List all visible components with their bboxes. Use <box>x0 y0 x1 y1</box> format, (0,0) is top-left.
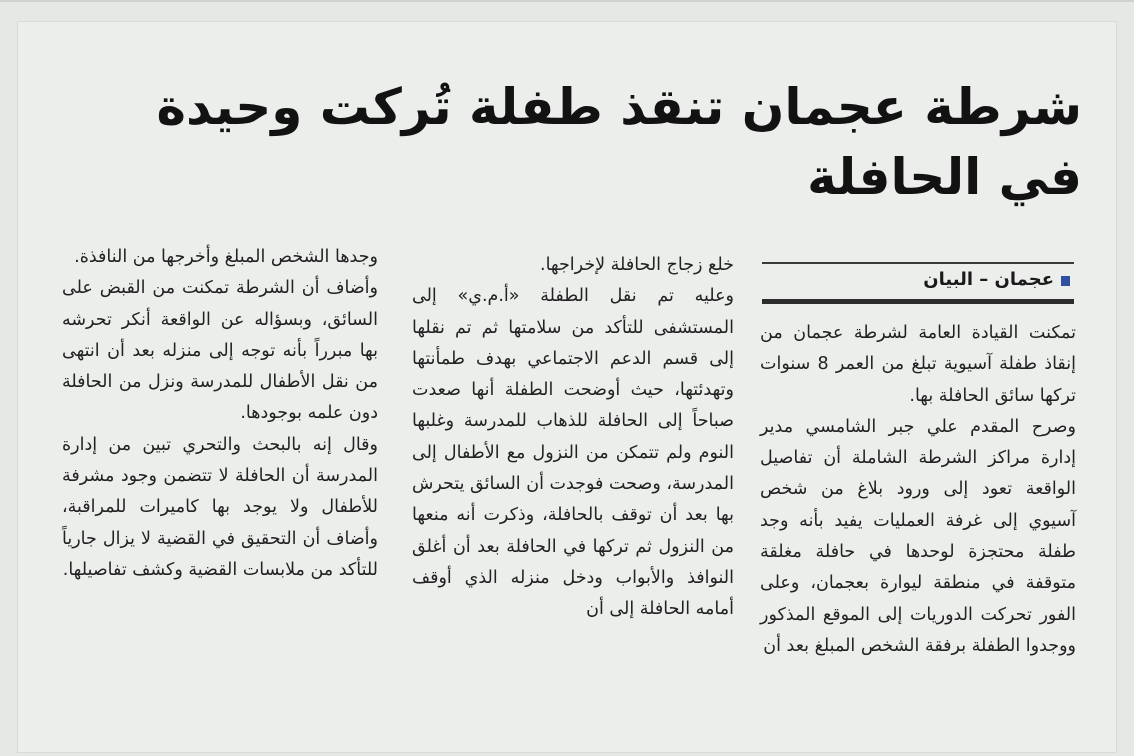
article-headline: شرطة عجمان تنقذ طفلة تُركت وحيدة في الحافلة <box>156 78 1082 206</box>
column-2-paragraph-1: خلع زجاج الحافلة لإخراجها. <box>540 255 734 275</box>
column-3-paragraph-3: وقال إنه بالبحث والتحري تبين من إدارة المدرسة أن الحافلة لا تتضمن وجود مشرفة للأطفال ولا يوجد بها كاميرات للمراقبة، وأضاف أن التحقيق في القضية لا يزال جارياً للتأكد من ملابسات القضية وكشف تفاصيلها. <box>62 434 378 580</box>
byline-top-rule <box>762 262 1074 264</box>
article-column-3 <box>62 242 378 586</box>
column-3-paragraph-1: وجدها الشخص المبلغ وأخرجها من النافذة. <box>74 247 378 267</box>
column-1-paragraph-1: تمكنت القيادة العامة لشرطة عجمان من إنقاذ طفلة آسيوية تبلغ من العمر 8 سنوات تركها سائق الحافلة بها. <box>760 323 1076 406</box>
column-3-paragraph-2: وأضاف أن الشرطة تمكنت من القبض على السائق، وبسؤاله عن الواقعة أنكر تحرشه بها مبرراً بأنه توجه إلى منزله بعد أن انتهى من نقل الأطفال للمدرسة ونزل من الحافلة دون علمه بوجودها. <box>62 278 378 424</box>
column-1-paragraph-2: وصرح المقدم علي جبر الشامسي مدير إدارة مراكز الشرطة الشاملة أن تفاصيل الواقعة تعود إلى ورود بلاغ من شخص آسيوي إلى غرفة العمليات يفيد بأنه وجد طفلة محتجزة لوحدها في حافلة مغلقة متوقفة في منطقة ليوارة بعجمان، وعلى الفور تحركت الدوريات إلى الموقع المذكور ووجدوا الطفلة برفقة الشخص المبلغ بعد أن <box>760 416 1076 656</box>
article-column-2 <box>412 250 734 626</box>
byline-label: عجمان – البيان <box>923 269 1054 290</box>
article-column-1 <box>760 318 1076 662</box>
column-2-paragraph-2: وعليه تم نقل الطفلة «أ.م.ي» إلى المستشفى للتأكد من سلامتها ثم تم نقلها إلى قسم الدعم الاجتماعي بهدف طمأنتها وتهدئتها، حيث أوضحت الطفلة أنها صعدت صباحاً إلى الحافلة للذهاب للمدرسة وغلبها النوم ولم تتمكن من النزول مع الأطفال إلى المدرسة، وصحت فوجدت أن السائق يتحرش بها بعد أن توقف بالحافلة، وذكرت أنه منعها من النزول ثم تركها في الحافلة بعد أن أغلق النوافذ والأبواب ودخل منزله الذي أوقف أمامه الحافلة إلى أن <box>412 286 734 620</box>
byline-square-icon <box>1061 276 1070 286</box>
byline-box <box>762 262 1074 304</box>
scan-edge <box>0 0 1134 2</box>
byline-bottom-rule <box>762 299 1074 304</box>
